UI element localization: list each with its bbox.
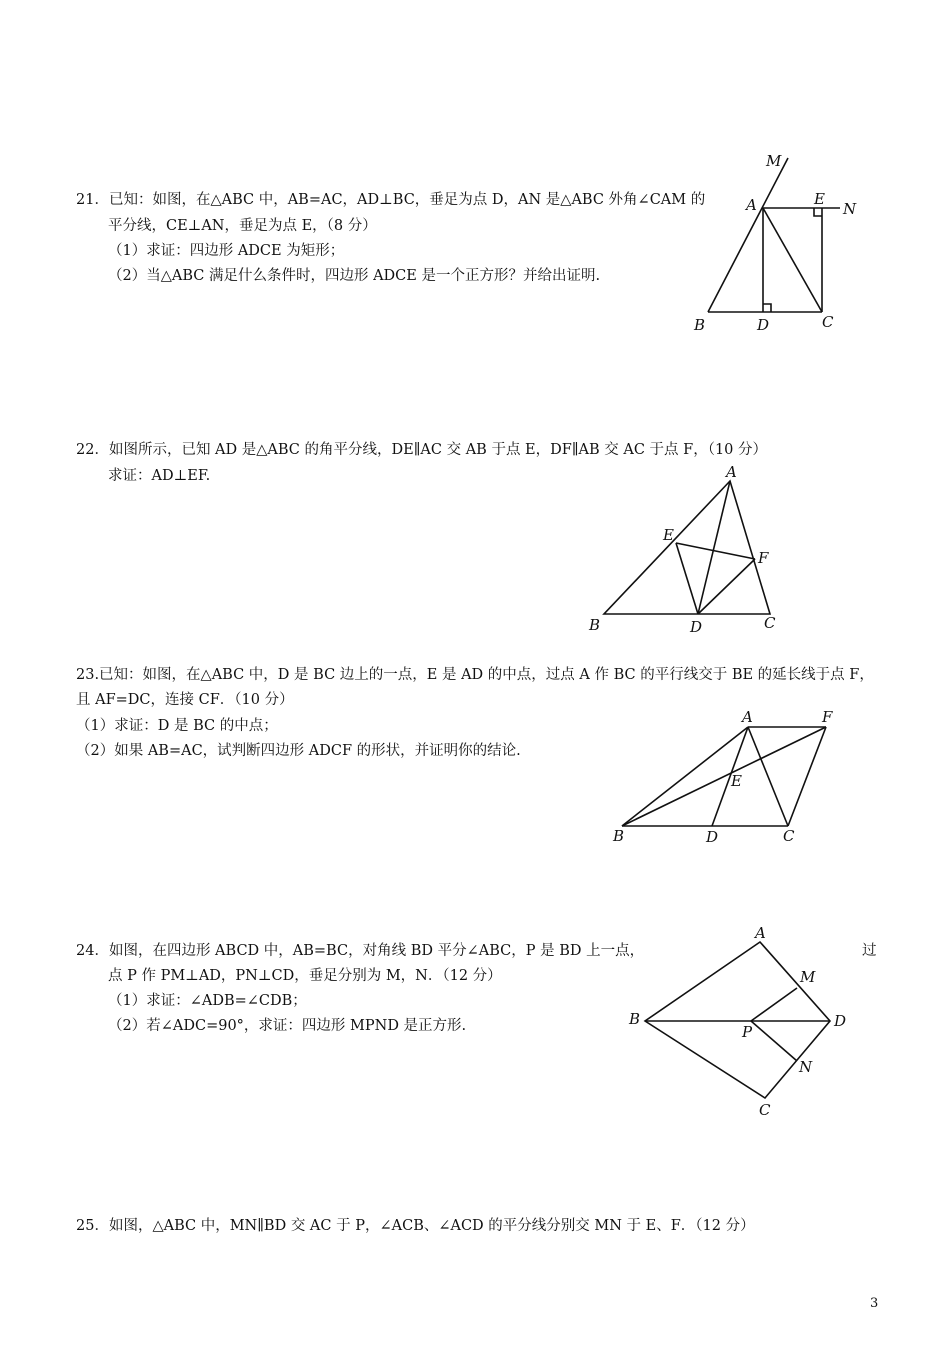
fig24-line-pm: [751, 988, 797, 1021]
problem-24-line-1-end: 过: [862, 943, 877, 959]
page-number: 3: [870, 1296, 879, 1311]
fig23-label-e: E: [731, 772, 742, 790]
fig22-line-ef: [676, 543, 755, 559]
problem-22-line-1: 22．如图所示，已知 AD 是△ABC 的角平分线，DE∥AC 交 AB 于点 E，DF∥AB 交 AC 于点 F，（10 分）: [76, 442, 768, 458]
problem-24-line-2: 点 P 作 PM⊥AD，PN⊥CD，垂足分别为 M，N．（12 分）: [108, 968, 502, 984]
fig21-label-n: N: [843, 200, 857, 218]
problem-24-part-2: （2）若∠ADC=90°，求证：四边形 MPND 是正方形.: [108, 1018, 467, 1034]
problem-21-part-2: （2）当△ABC 满足什么条件时，四边形 ADCE 是一个正方形？并给出证明.: [108, 268, 601, 284]
fig24-label-b: B: [629, 1010, 641, 1028]
fig23-label-d: D: [706, 828, 719, 846]
fig23-label-c: C: [783, 827, 795, 845]
fig21-line-ac: [763, 208, 822, 312]
problem-23-part-1: （1）求证：D 是 BC 的中点；: [76, 718, 278, 734]
problem-23-line-1: 23.已知：如图，在△ABC 中，D 是 BC 边上的一点，E 是 AD 的中点，过点 A 作 BC 的平行线交于 BE 的延长线于点 F，: [76, 667, 874, 683]
fig21-label-a: A: [746, 196, 757, 214]
figure-24: [615, 920, 865, 1120]
problem-21-part-1: （1）求证：四边形 ADCE 为矩形；: [108, 243, 345, 259]
fig24-label-n: N: [799, 1058, 813, 1076]
fig24-line-pn: [751, 1021, 797, 1061]
fig24-label-a: A: [755, 924, 766, 942]
fig23-line-bf: [622, 727, 826, 826]
fig23-label-f: F: [822, 708, 833, 726]
fig22-label-d: D: [690, 618, 703, 636]
problem-23-part-2: （2）如果 AB=AC，试判断四边形 ADCF 的形状，并证明你的结论.: [76, 743, 521, 759]
fig22-label-b: B: [589, 616, 601, 634]
fig22-line-ed: [676, 543, 698, 614]
fig22-label-e: E: [663, 526, 674, 544]
fig23-line-ac: [748, 727, 788, 826]
fig22-label-f: F: [758, 549, 769, 567]
fig21-label-d: D: [757, 316, 770, 334]
fig22-line-fd: [698, 559, 755, 614]
fig24-label-c: C: [759, 1101, 771, 1119]
problem-23-line-2: 且 AF=DC，连接 CF．（10 分）: [76, 692, 294, 708]
figure-23: [600, 700, 850, 850]
fig24-label-d: D: [834, 1012, 847, 1030]
fig24-label-p: P: [742, 1023, 753, 1041]
problem-25-line-1: 25．如图，△ABC 中，MN∥BD 交 AC 于 P，∠ACB、∠ACD 的平分线分别交 MN 于 E、F．（12 分）: [76, 1218, 755, 1234]
fig22-line-ad: [698, 481, 730, 614]
fig22-label-c: C: [764, 614, 776, 632]
fig22-label-a: A: [726, 463, 737, 481]
fig23-label-a: A: [742, 708, 753, 726]
figure-21: [680, 150, 880, 340]
figure-22: [580, 460, 800, 640]
problem-21-line-1: 21．已知：如图，在△ABC 中，AB=AC，AD⊥BC，垂足为点 D，AN 是△ABC 外角∠CAM 的: [76, 192, 706, 208]
fig21-label-m: M: [766, 152, 782, 170]
fig24-label-m: M: [800, 968, 816, 986]
fig21-right-angle-d: [763, 304, 771, 312]
problem-24-line-1: 24．如图，在四边形 ABCD 中，AB=BC，对角线 BD 平分∠ABC，P 是 BD 上一点，: [76, 943, 645, 959]
problem-21-line-2: 平分线，CE⊥AN，垂足为点 E，（8 分）: [108, 218, 377, 234]
problem-22-line-2: 求证：AD⊥EF.: [108, 468, 211, 484]
fig21-label-e: E: [814, 190, 825, 208]
fig21-label-c: C: [822, 313, 834, 331]
fig21-label-b: B: [694, 316, 706, 334]
fig22-triangle-abc: [604, 481, 770, 614]
fig21-line-bm: [708, 158, 788, 312]
fig21-right-angle-e: [814, 208, 822, 216]
fig23-label-b: B: [613, 827, 625, 845]
fig23-line-ab: [622, 727, 748, 826]
problem-24-part-1: （1）求证：∠ADB=∠CDB；: [108, 993, 307, 1009]
